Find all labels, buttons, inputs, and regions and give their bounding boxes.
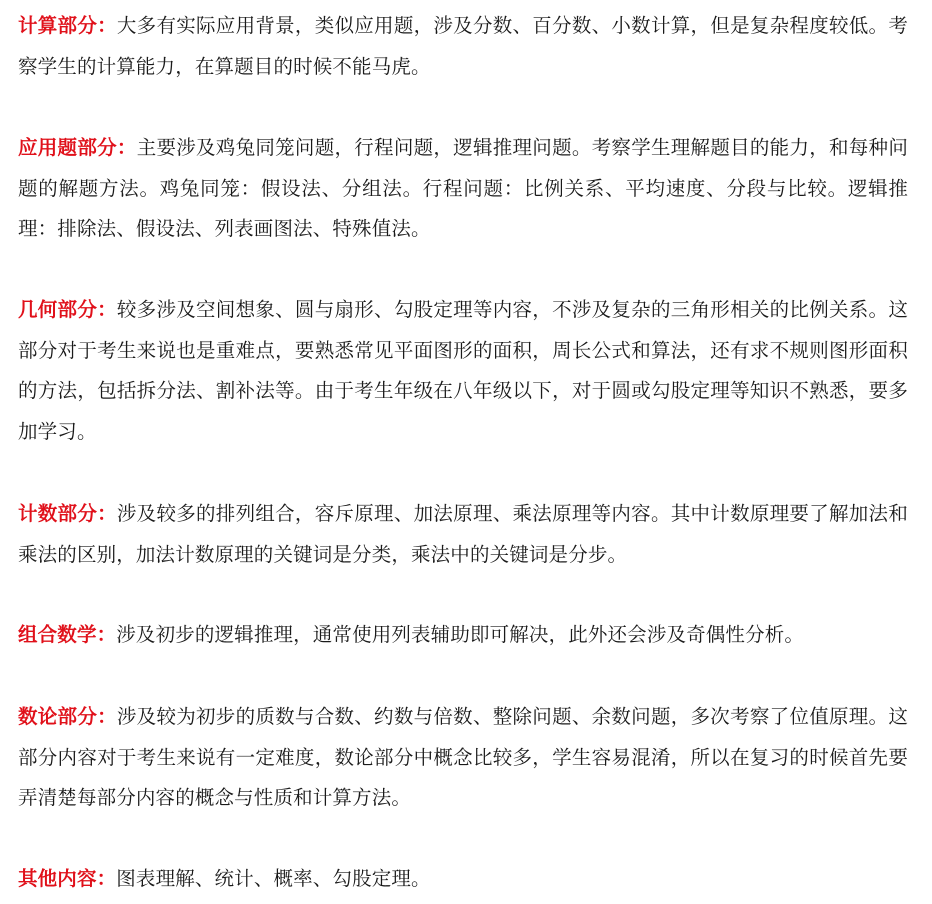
section-label: 组合数学： [18,623,117,646]
section-text: 涉及较多的排列组合，容斥原理、加法原理、乘法原理等内容。其中计数原理要了解加法和乘法的区别，加法计数原理的关键词是分类，乘法中的关键词是分步。 [18,502,908,566]
section-label: 计算部分： [18,14,117,37]
section-geometry [18,290,908,452]
section-label: 数论部分： [18,705,117,728]
section-calculation [18,6,908,87]
section-text: 涉及初步的逻辑推理，通常使用列表辅助即可解决，此外还会涉及奇偶性分析。 [116,623,805,646]
section-text: 涉及较为初步的质数与合数、约数与倍数、整除问题、余数问题，多次考察了位值原理。这部分内容对于考生来说有一定难度，数论部分中概念比较多，学生容易混淆，所以在复习的时候首先要弄清楚每部分内容的概念与性质和计算方法。 [18,705,908,809]
section-text: 大多有实际应用背景，类似应用题，涉及分数、百分数、小数计算，但是复杂程度较低。考察学生的计算能力，在算题目的时候不能马虎。 [18,14,908,78]
section-text: 图表理解、统计、概率、勾股定理。 [116,867,431,890]
section-combinatorics [18,615,908,656]
section-text: 主要涉及鸡兔同笼问题，行程问题，逻辑推理问题。考察学生理解题目的能力，和每种问题的解题方法。鸡兔同笼：假设法、分组法。行程问题：比例关系、平均速度、分段与比较。逻辑推理：排除法、假设法、列表画图法、特殊值法。 [18,136,908,240]
section-word-problems [18,128,908,250]
section-counting [18,494,908,575]
section-label: 其他内容： [18,867,117,890]
section-label: 应用题部分： [18,136,137,159]
section-text: 较多涉及空间想象、圆与扇形、勾股定理等内容，不涉及复杂的三角形相关的比例关系。这部分对于考生来说也是重难点，要熟悉常见平面图形的面积，周长公式和算法，还有求不规则图形面积的方法，包括拆分法、割补法等。由于考生年级在八年级以下，对于圆或勾股定理等知识不熟悉，要多加学习。 [18,298,908,443]
section-other [18,859,908,900]
section-label: 几何部分： [18,298,117,321]
section-label: 计数部分： [18,502,117,525]
section-number-theory [18,697,908,819]
